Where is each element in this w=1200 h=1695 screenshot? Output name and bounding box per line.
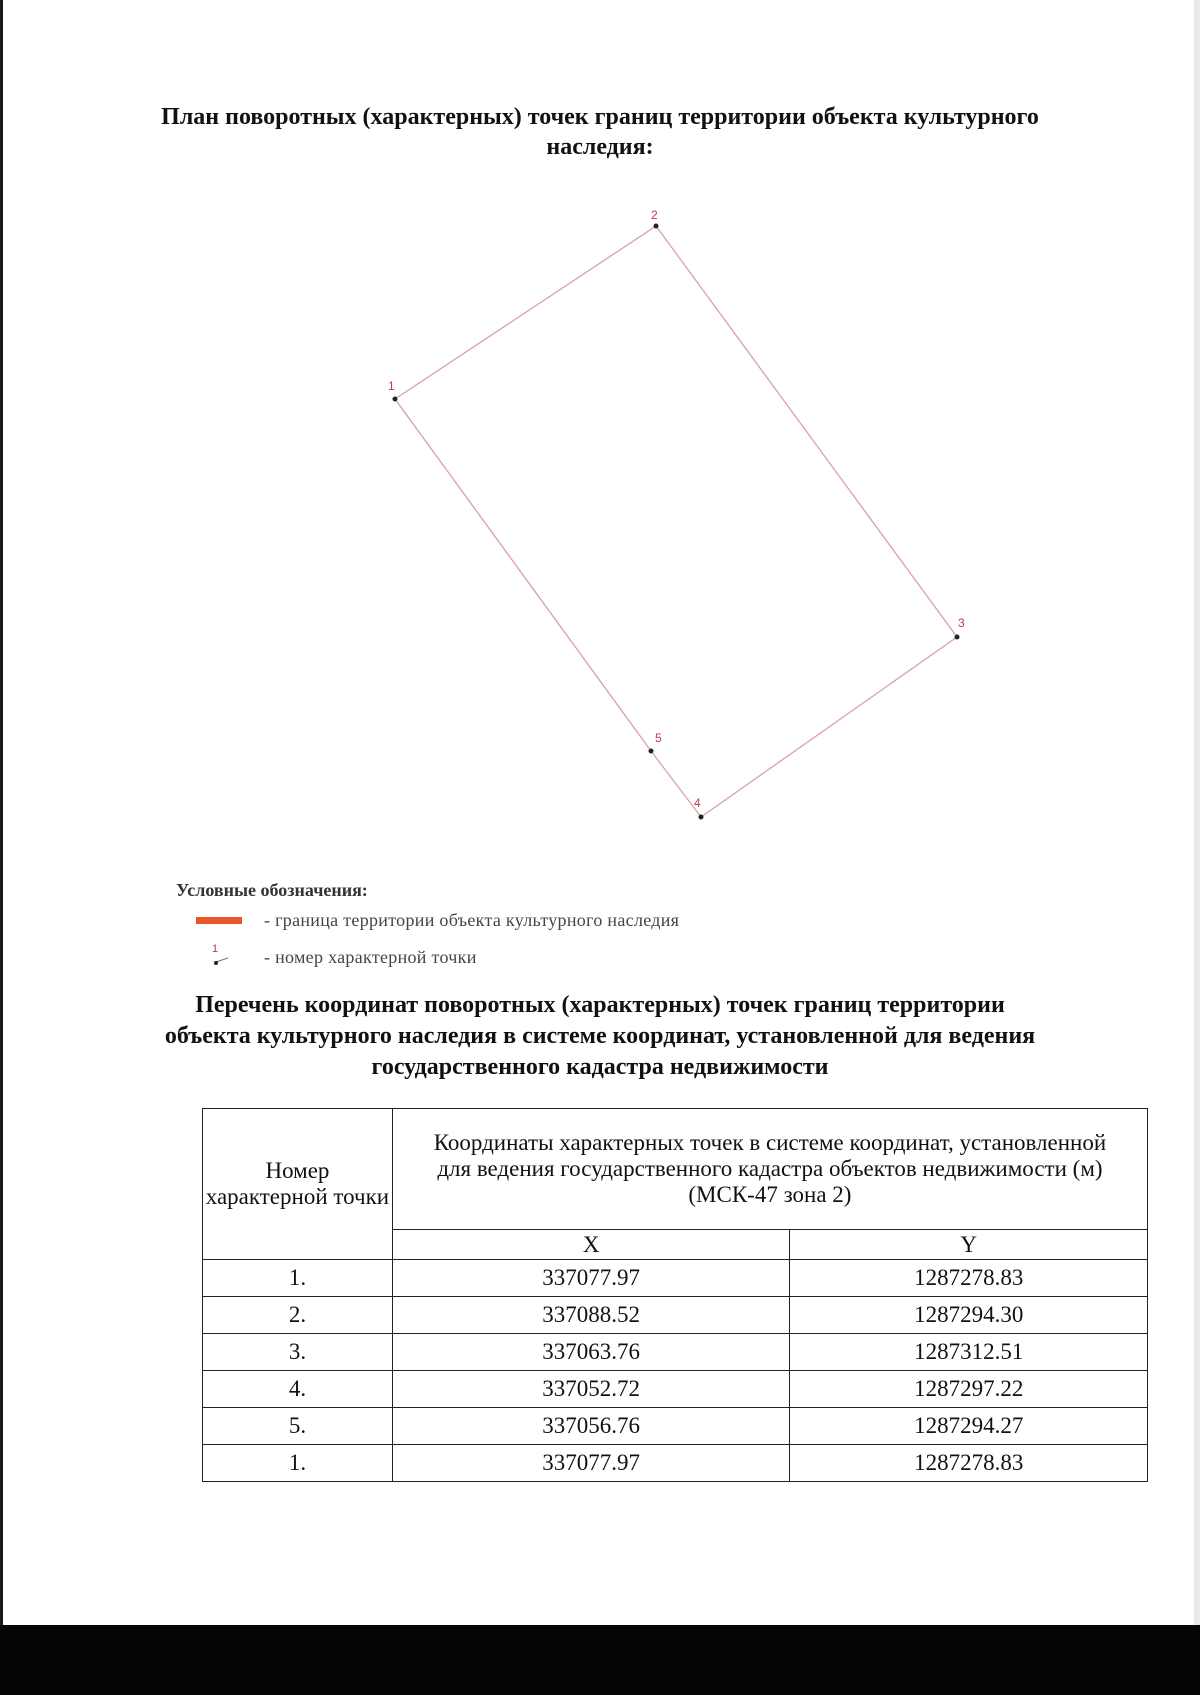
table-row — [203, 1297, 1148, 1334]
header-x: X — [392, 1230, 790, 1260]
cell-point-number: 1. — [203, 1260, 393, 1297]
cell-x: 337077.97 — [392, 1445, 790, 1482]
cell-y: 1287278.83 — [790, 1445, 1148, 1482]
legend-point-text: - номер характерной точки — [264, 946, 477, 967]
table-row — [203, 1334, 1148, 1371]
table-row — [203, 1408, 1148, 1445]
cell-x: 337052.72 — [392, 1371, 790, 1408]
point-label-2: 2 — [651, 208, 658, 222]
cell-x: 337056.76 — [392, 1408, 790, 1445]
point-label-3: 3 — [958, 616, 965, 630]
boundary-swatch — [196, 917, 242, 924]
cell-x: 337088.52 — [392, 1297, 790, 1334]
legend-title: Условные обозначения: — [176, 880, 368, 900]
header-point-number: Номер характерной точки — [203, 1109, 393, 1260]
territory-boundary — [395, 226, 957, 817]
header-y: Y — [790, 1230, 1148, 1260]
table-row — [203, 1445, 1148, 1482]
cell-y: 1287297.22 — [790, 1371, 1148, 1408]
point-label-5: 5 — [655, 731, 662, 745]
point-number-icon — [196, 942, 242, 972]
cell-point-number: 4. — [203, 1371, 393, 1408]
cell-x: 337063.76 — [392, 1334, 790, 1371]
legend-point-icon-label: 1 — [212, 943, 219, 955]
cell-point-number: 2. — [203, 1297, 393, 1334]
table-row — [203, 1260, 1148, 1297]
cell-point-number: 3. — [203, 1334, 393, 1371]
cell-point-number: 1. — [203, 1445, 393, 1482]
cell-y: 1287312.51 — [790, 1334, 1148, 1371]
point-marker-3 — [955, 635, 960, 640]
point-marker-5 — [649, 749, 654, 754]
point-label-1: 1 — [388, 379, 395, 393]
point-marker-1 — [393, 397, 398, 402]
table-row — [203, 1371, 1148, 1408]
plan-title: План поворотных (характерных) точек границ территории объекта культурного наследия: — [161, 104, 1039, 160]
header-coordinate-system: (МСК-47 зона 2) — [688, 1182, 852, 1207]
legend-boundary — [196, 908, 679, 932]
header-coordinates — [392, 1109, 1147, 1230]
cell-point-number: 5. — [203, 1408, 393, 1445]
cell-x: 337077.97 — [392, 1260, 790, 1297]
boundary-plan — [0, 190, 1200, 840]
coordinates-list-title: Перечень координат поворотных (характерных) точек границ территории объекта культурного наследия в системе координат, установленной для ведения государственного кадастра недвижимости — [164, 992, 1036, 1080]
point-marker-2 — [654, 224, 659, 229]
point-marker-4 — [699, 815, 704, 820]
cell-y: 1287294.30 — [790, 1297, 1148, 1334]
scan-bottom-edge — [0, 1625, 1200, 1695]
cell-y: 1287278.83 — [790, 1260, 1148, 1297]
header-coordinates-text: Координаты характерных точек в системе координат, установленной для ведения государственного кадастра объектов недвижимости (м) — [433, 1130, 1107, 1181]
point-label-4: 4 — [694, 796, 701, 810]
cell-y: 1287294.27 — [790, 1408, 1148, 1445]
legend-point — [196, 945, 477, 969]
legend-boundary-text: - граница территории объекта культурного наследия — [264, 909, 680, 930]
coordinates-table — [202, 1108, 1148, 1482]
